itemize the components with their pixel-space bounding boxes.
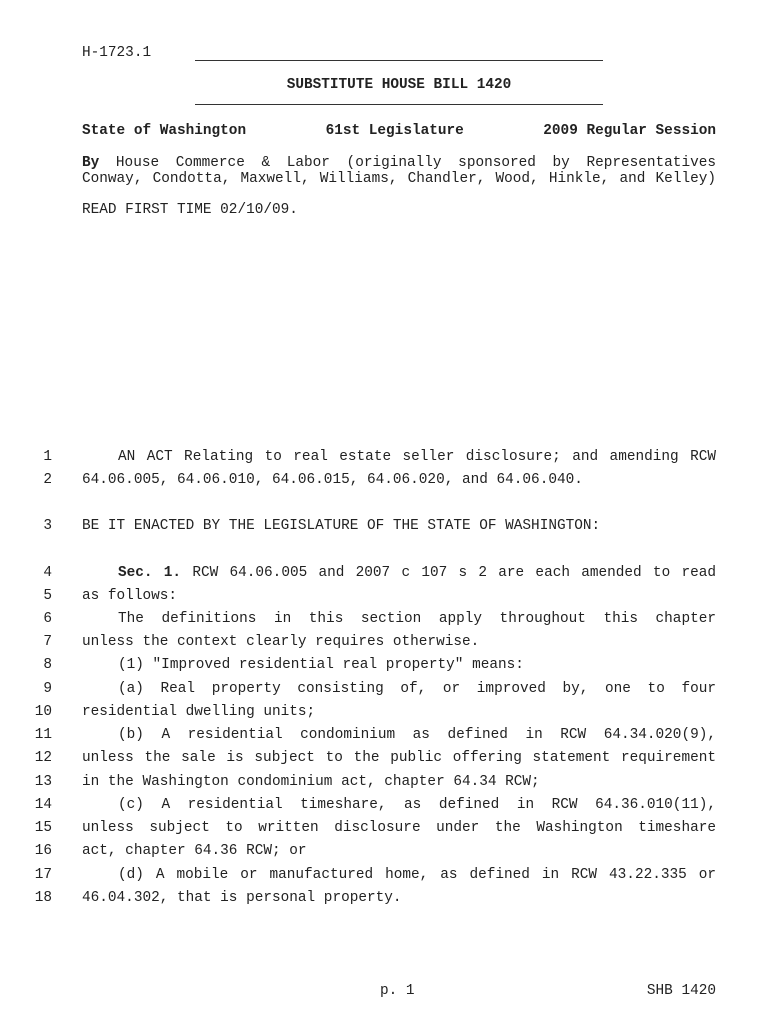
line-number: 7 <box>43 634 52 650</box>
session-name: 2009 Regular Session <box>543 123 716 139</box>
title-bottom-rule <box>195 104 603 105</box>
line-number: 2 <box>43 472 52 488</box>
act-title-line-1: AN ACT Relating to real estate seller disclosure; and amending RCW <box>118 449 716 465</box>
footer-bill-id: SHB 1420 <box>646 983 716 999</box>
page-number: p. 1 <box>380 983 415 999</box>
body-line-12: unless the sale is subject to the public offering statement requirement <box>82 750 716 766</box>
body-line-9: (a) Real property consisting of, or improved by, one to four <box>118 681 716 697</box>
title-top-rule <box>195 60 603 61</box>
line-number: 5 <box>43 588 52 604</box>
body-line-8: (1) "Improved residential real property" means: <box>118 657 524 673</box>
legislature-name: 61st Legislature <box>325 123 464 139</box>
by-label: By <box>82 155 100 171</box>
body-line-18: 46.04.302, that is personal property. <box>82 890 402 906</box>
sponsors-line-1 <box>82 155 716 171</box>
bill-title: SUBSTITUTE HOUSE BILL 1420 <box>286 77 512 93</box>
body-line-14: (c) A residential timeshare, as defined in RCW 64.36.010(11), <box>118 797 716 813</box>
line-number: 9 <box>43 681 52 697</box>
body-line-7: unless the context clearly requires otherwise. <box>82 634 480 650</box>
body-line-10: residential dwelling units; <box>82 704 316 720</box>
sponsors-text-1: House Commerce & Labor (originally sponsored by Representatives <box>115 155 716 171</box>
line-number: 18 <box>34 890 52 906</box>
body-line-5: as follows: <box>82 588 177 604</box>
line-number: 15 <box>34 820 52 836</box>
enacting-clause: BE IT ENACTED BY THE LEGISLATURE OF THE STATE OF WASHINGTON: <box>82 518 601 534</box>
line-number: 12 <box>34 750 52 766</box>
act-title-line-2: 64.06.005, 64.06.010, 64.06.015, 64.06.020, and 64.06.040. <box>82 472 583 488</box>
line-number: 13 <box>34 774 52 790</box>
read-first-time: READ FIRST TIME 02/10/09. <box>82 202 298 218</box>
line-number: 3 <box>43 518 52 534</box>
section-1-heading-text: RCW 64.06.005 and 2007 c 107 s 2 are each amended to read <box>192 565 717 581</box>
line-number: 8 <box>43 657 52 673</box>
sponsors-line-2: Conway, Condotta, Maxwell, Williams, Chandler, Wood, Hinkle, and Kelley) <box>82 171 716 187</box>
line-number: 17 <box>34 867 52 883</box>
line-number: 1 <box>43 449 52 465</box>
body-line-15: unless subject to written disclosure under the Washington timeshare <box>82 820 716 836</box>
document-code: H-1723.1 <box>82 45 152 61</box>
session-info-row <box>82 123 716 139</box>
line-number: 10 <box>34 704 52 720</box>
body-line-16: act, chapter 64.36 RCW; or <box>82 843 307 859</box>
body-line-11: (b) A residential condominium as defined in RCW 64.34.020(9), <box>118 727 716 743</box>
body-line-6: The definitions in this section apply throughout this chapter <box>118 611 716 627</box>
line-number: 14 <box>34 797 52 813</box>
line-number: 16 <box>34 843 52 859</box>
body-line-17: (d) A mobile or manufactured home, as defined in RCW 43.22.335 or <box>118 867 716 883</box>
line-number: 11 <box>34 727 52 743</box>
section-label: Sec. 1. <box>118 565 182 581</box>
line-number: 4 <box>43 565 52 581</box>
state-name: State of Washington <box>82 123 247 139</box>
section-1-heading <box>82 565 716 581</box>
body-line-13: in the Washington condominium act, chapter 64.34 RCW; <box>82 774 540 790</box>
line-number: 6 <box>43 611 52 627</box>
